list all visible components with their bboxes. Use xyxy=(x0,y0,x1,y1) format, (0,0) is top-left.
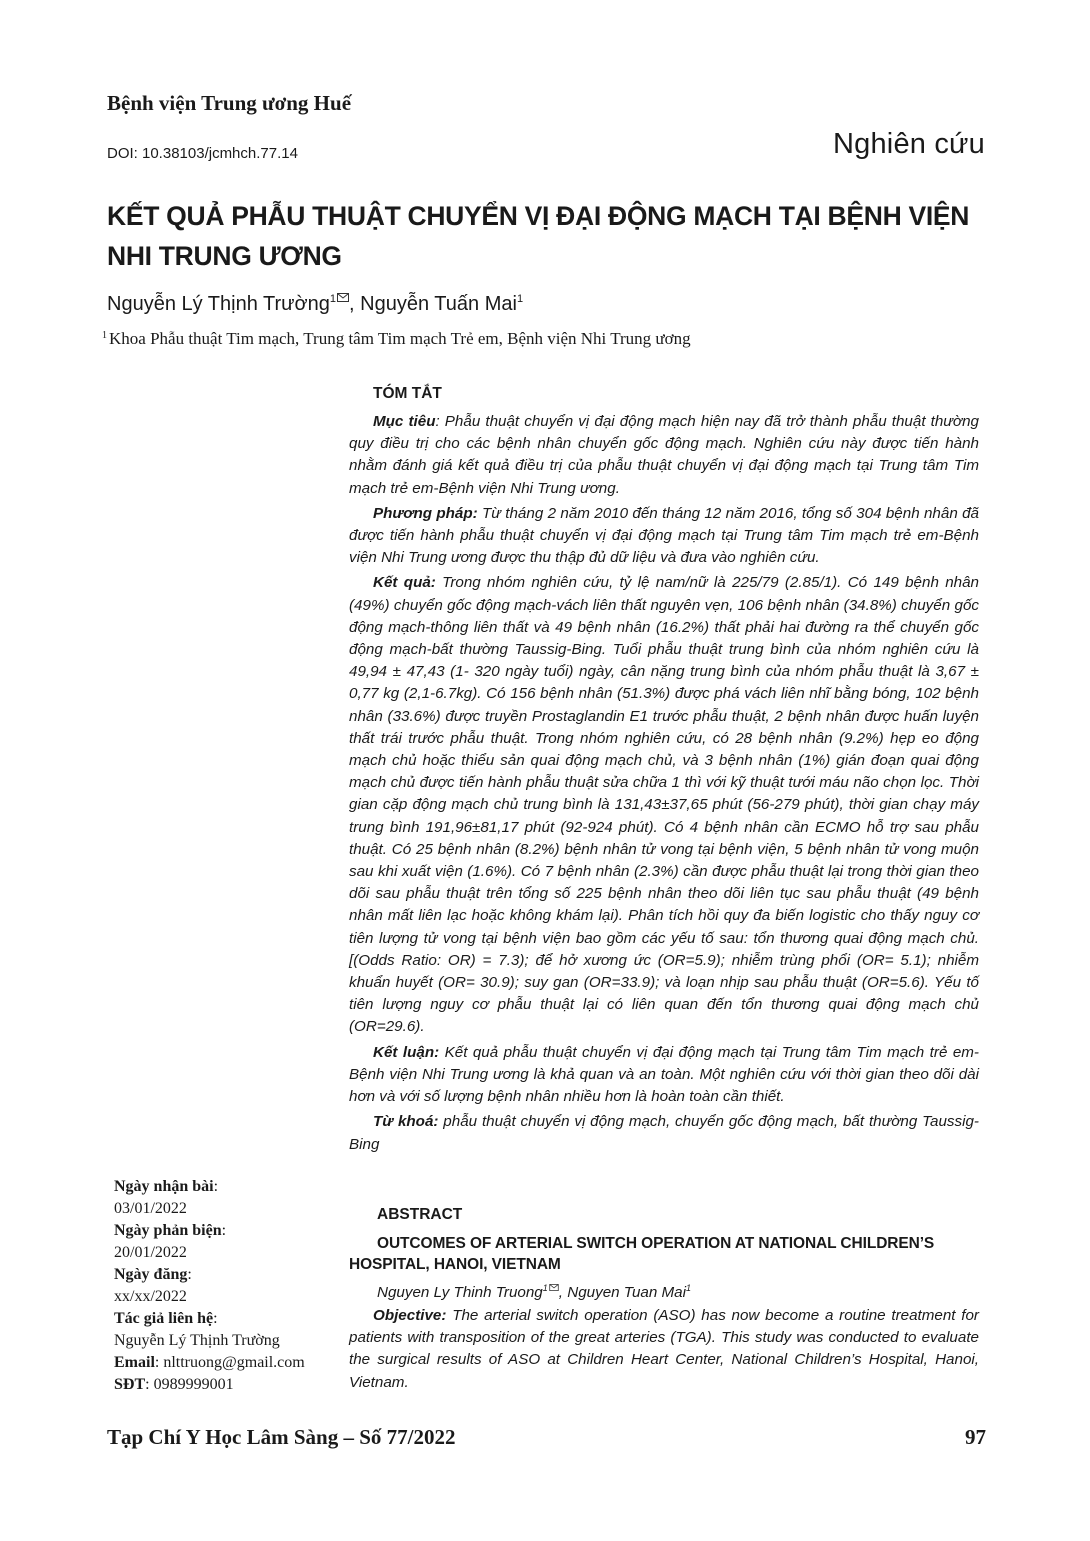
contact-value: Nguyễn Lý Thịnh Trường xyxy=(114,1332,280,1349)
review-label: Ngày phản biện xyxy=(114,1222,222,1239)
title-line: NHI TRUNG ƯƠNG xyxy=(107,241,342,271)
page-number: 97 xyxy=(965,1425,986,1449)
received-row: Ngày nhận bài: xyxy=(114,1178,219,1195)
objective-label: Objective: xyxy=(373,1307,447,1324)
email-row: Email: nlttruong@gmail.com xyxy=(114,1354,305,1371)
summary-keywords xyxy=(349,1111,979,1155)
article-title xyxy=(107,196,987,276)
abstract-objective xyxy=(349,1305,979,1394)
abstract-heading: ABSTRACT xyxy=(377,1206,463,1223)
objective-text: : Phẫu thuật chuyển vị đại động mạch hiện nay đã trở thành phẫu thuật thường quy điều trị cho các bệnh nhân chuyển gốc động mạch. Nghiên cứu này được tiến hành nhằm đánh giá kết quả điều trị của phẫu thuật chuyển vị đại động mạch tại Trung tâm Tim mạch trẻ em-Bệnh viện Nhi Trung ương. xyxy=(349,413,979,497)
published-label: Ngày đăng xyxy=(114,1266,188,1283)
footer-journal: Tạp Chí Y Học Lâm Sàng – Số 77/2022 xyxy=(107,1425,456,1449)
methods-label: Phương pháp: xyxy=(373,504,478,522)
abstract-section xyxy=(349,1206,979,1397)
author-name: Nguyễn Tuấn Mai xyxy=(360,293,517,315)
author-affil-sup: 1 xyxy=(685,1283,691,1293)
author-list xyxy=(107,293,523,316)
contact-row: Tác giả liên hệ: xyxy=(114,1310,218,1327)
author-affil-sup: 1 xyxy=(516,293,524,305)
title-line: KẾT QUẢ PHẪU THUẬT CHUYỂN VỊ ĐẠI ĐỘNG MẠCH TẠI BỆNH VIỆN xyxy=(107,201,970,231)
mail-icon xyxy=(549,1284,559,1291)
article-info-sidebar xyxy=(114,1176,344,1396)
contact-label: Tác giả liên hệ xyxy=(114,1310,214,1327)
mail-icon xyxy=(337,293,349,302)
summary-section xyxy=(349,385,979,1159)
author-affil-sup: 1 xyxy=(542,1283,548,1293)
phone-label: SĐT xyxy=(114,1376,146,1393)
review-value: 20/01/2022 xyxy=(114,1244,187,1261)
conclusion-label: Kết luận: xyxy=(373,1043,440,1061)
affiliation-number: 1 xyxy=(102,330,107,341)
email-label: Email xyxy=(114,1354,155,1371)
results-text: Trong nhóm nghiên cứu, tỷ lệ nam/nữ là 225/79 (2.85/1). Có 149 bệnh nhân (49%) chuyển gốc động mạch-vách liên thất nguyên vẹn, 106 bệnh nhân (34.8%) chuyển gốc động mạch-thông liên thất và 49 bệnh nhân (16.2%) thất phải hai đường ra thể chuyển gốc động mạch-bất thường Taussig-Bing. Tuổi phẫu thuật trung bình của nhóm nghiên cứu là 49,94 ± 47,43 (1- 320 ngày tuổi) ngày, cân nặng trung bình của nhóm phẫu thuật là 3,67 ± 0,77 kg (2,1-6.7kg). Có 156 bệnh nhân (51.3%) được phá vách liên nhĩ bằng bóng, 102 bệnh nhân (33.6%) được truyền Prostaglandin E1 trước phẫu thuật, 2 bệnh nhân được huấn luyện thất trái trước phẫu thuật. Trong nhóm nghiên cứu, có 28 bệnh nhân (9.2%) hẹp eo động mạch chủ hoặc thiểu sản quai động mạch chủ, và 3 bệnh nhân (1%) gián đoạn quai động mạch chủ được tiến hành phẫu thuật sửa chữa 1 thì với kỹ thuật tưới máu não chọn lọc. Thời gian cặp động mạch chủ trung bình là 131,43±37,65 phút (56-279 phút), thời gian chạy máy trung bình 191,96±81,17 phút (92-924 phút). Có 4 bệnh nhân cần ECMO hỗ trợ sau phẫu thuật. Có 25 bệnh nhân (8.2%) bệnh nhân tử vong tại bệnh viện, 5 bệnh nhân tử vong muộn sau khi xuất viện (1.6%). Có 7 bệnh nhân (2.3%) cần được phẫu thuật lại trong thời gian theo dõi sau phẫu thuật trên tổng số 225 bệnh nhân theo dõi liên tục sau phẫu thuật (49 bệnh nhân mất liên lạc hoặc không khám lại). Phân tích hồi quy đa biến logistic cho thấy nguy cơ tiên lượng tử vong tại bệnh viện bao gồm các yếu tố sau: tổn thương quai động mạch chủ. [(Odds Ratio: OR) = 7.3); để hở xương ức (OR=5.9); nhiễm trùng phổi (OR= 5.1); nhiễm khuẩn huyết (OR= 30.9); suy gan (OR=33.9); và loạn nhịp sau phẫu thuật (OR=5.6). Yếu tố tiên lượng nguy cơ phẫu thuật lại có liên quan đến tổn thương quai động mạch chủ (OR=29.6). xyxy=(349,574,980,1036)
email-value: nlttruong@gmail.com xyxy=(163,1354,305,1371)
review-row: Ngày phản biện: xyxy=(114,1222,227,1239)
author-name: Nguyễn Lý Thịnh Trường xyxy=(107,293,330,315)
keywords-text: phẫu thuật chuyển vị động mạch, chuyển gốc động mạch, bất thường Taussig-Bing xyxy=(349,1113,979,1153)
section-label: Nghiên cứu xyxy=(833,128,985,160)
author-separator: , xyxy=(349,293,361,315)
summary-methods xyxy=(349,503,979,570)
results-label: Kết quả: xyxy=(373,574,436,592)
objective-label: Mục tiêu xyxy=(373,413,436,430)
affiliation-text: Khoa Phẫu thuật Tim mạch, Trung tâm Tim mạch Trẻ em, Bệnh viện Nhi Trung ương xyxy=(109,329,691,348)
author-separator: , xyxy=(558,1284,568,1301)
methods-text: Từ tháng 2 năm 2010 đến tháng 12 năm 2016, tổng số 304 bệnh nhân đã được tiến hành phẫu thuật chuyển vị đại động mạch tại Trung tâm Tim mạch trẻ em-Bệnh viện Nhi Trung ương được thu thập đủ dữ liệu và đưa vào nghiên cứu. xyxy=(349,504,979,567)
author-name: Nguyen Tuan Mai xyxy=(567,1284,686,1301)
doi-label: DOI: 10.38103/jcmhch.77.14 xyxy=(107,145,298,162)
summary-conclusion xyxy=(349,1042,979,1109)
summary-results xyxy=(349,572,979,1038)
conclusion-text: Kết quả phẫu thuật chuyển vị đại động mạch tại Trung tâm Tim mạch trẻ em-Bệnh viện Nhi Trung ương là khả quan và an toàn. Một nghiên cứu với thời gian theo dõi dài hơn và với số lượng bệnh nhân nhiều hơn là hoàn toàn cần thiết. xyxy=(349,1043,979,1106)
abstract-title: OUTCOMES OF ARTERIAL SWITCH OPERATION AT NATIONAL CHILDREN’S HOSPITAL, HANOI, VIETNAM xyxy=(349,1235,935,1273)
published-value: xx/xx/2022 xyxy=(114,1288,187,1305)
abstract-authors xyxy=(377,1283,979,1301)
phone-value: 0989999001 xyxy=(153,1376,234,1393)
received-label: Ngày nhận bài xyxy=(114,1178,214,1195)
author-affil-sup: 1 xyxy=(329,293,337,305)
received-value: 03/01/2022 xyxy=(114,1200,187,1217)
hospital-name: Bệnh viện Trung ương Huế xyxy=(107,91,352,115)
author-name: Nguyen Ly Thinh Truong xyxy=(377,1284,543,1301)
affiliation xyxy=(102,329,691,349)
keywords-label: Từ khoá: xyxy=(373,1113,439,1131)
phone-row: SĐT: 0989999001 xyxy=(114,1376,234,1393)
objective-text: The arterial switch operation (ASO) has now become a routine treatment for patients with transposition of the great arteries (TGA). This study was conducted to evaluate the surgical results of ASO at Children Heart Center, National Children’s Hospital, Hanoi, Vietnam. xyxy=(349,1307,979,1391)
published-row: Ngày đăng: xyxy=(114,1266,192,1283)
summary-heading: TÓM TẮT xyxy=(373,385,442,402)
summary-objective xyxy=(349,411,979,500)
